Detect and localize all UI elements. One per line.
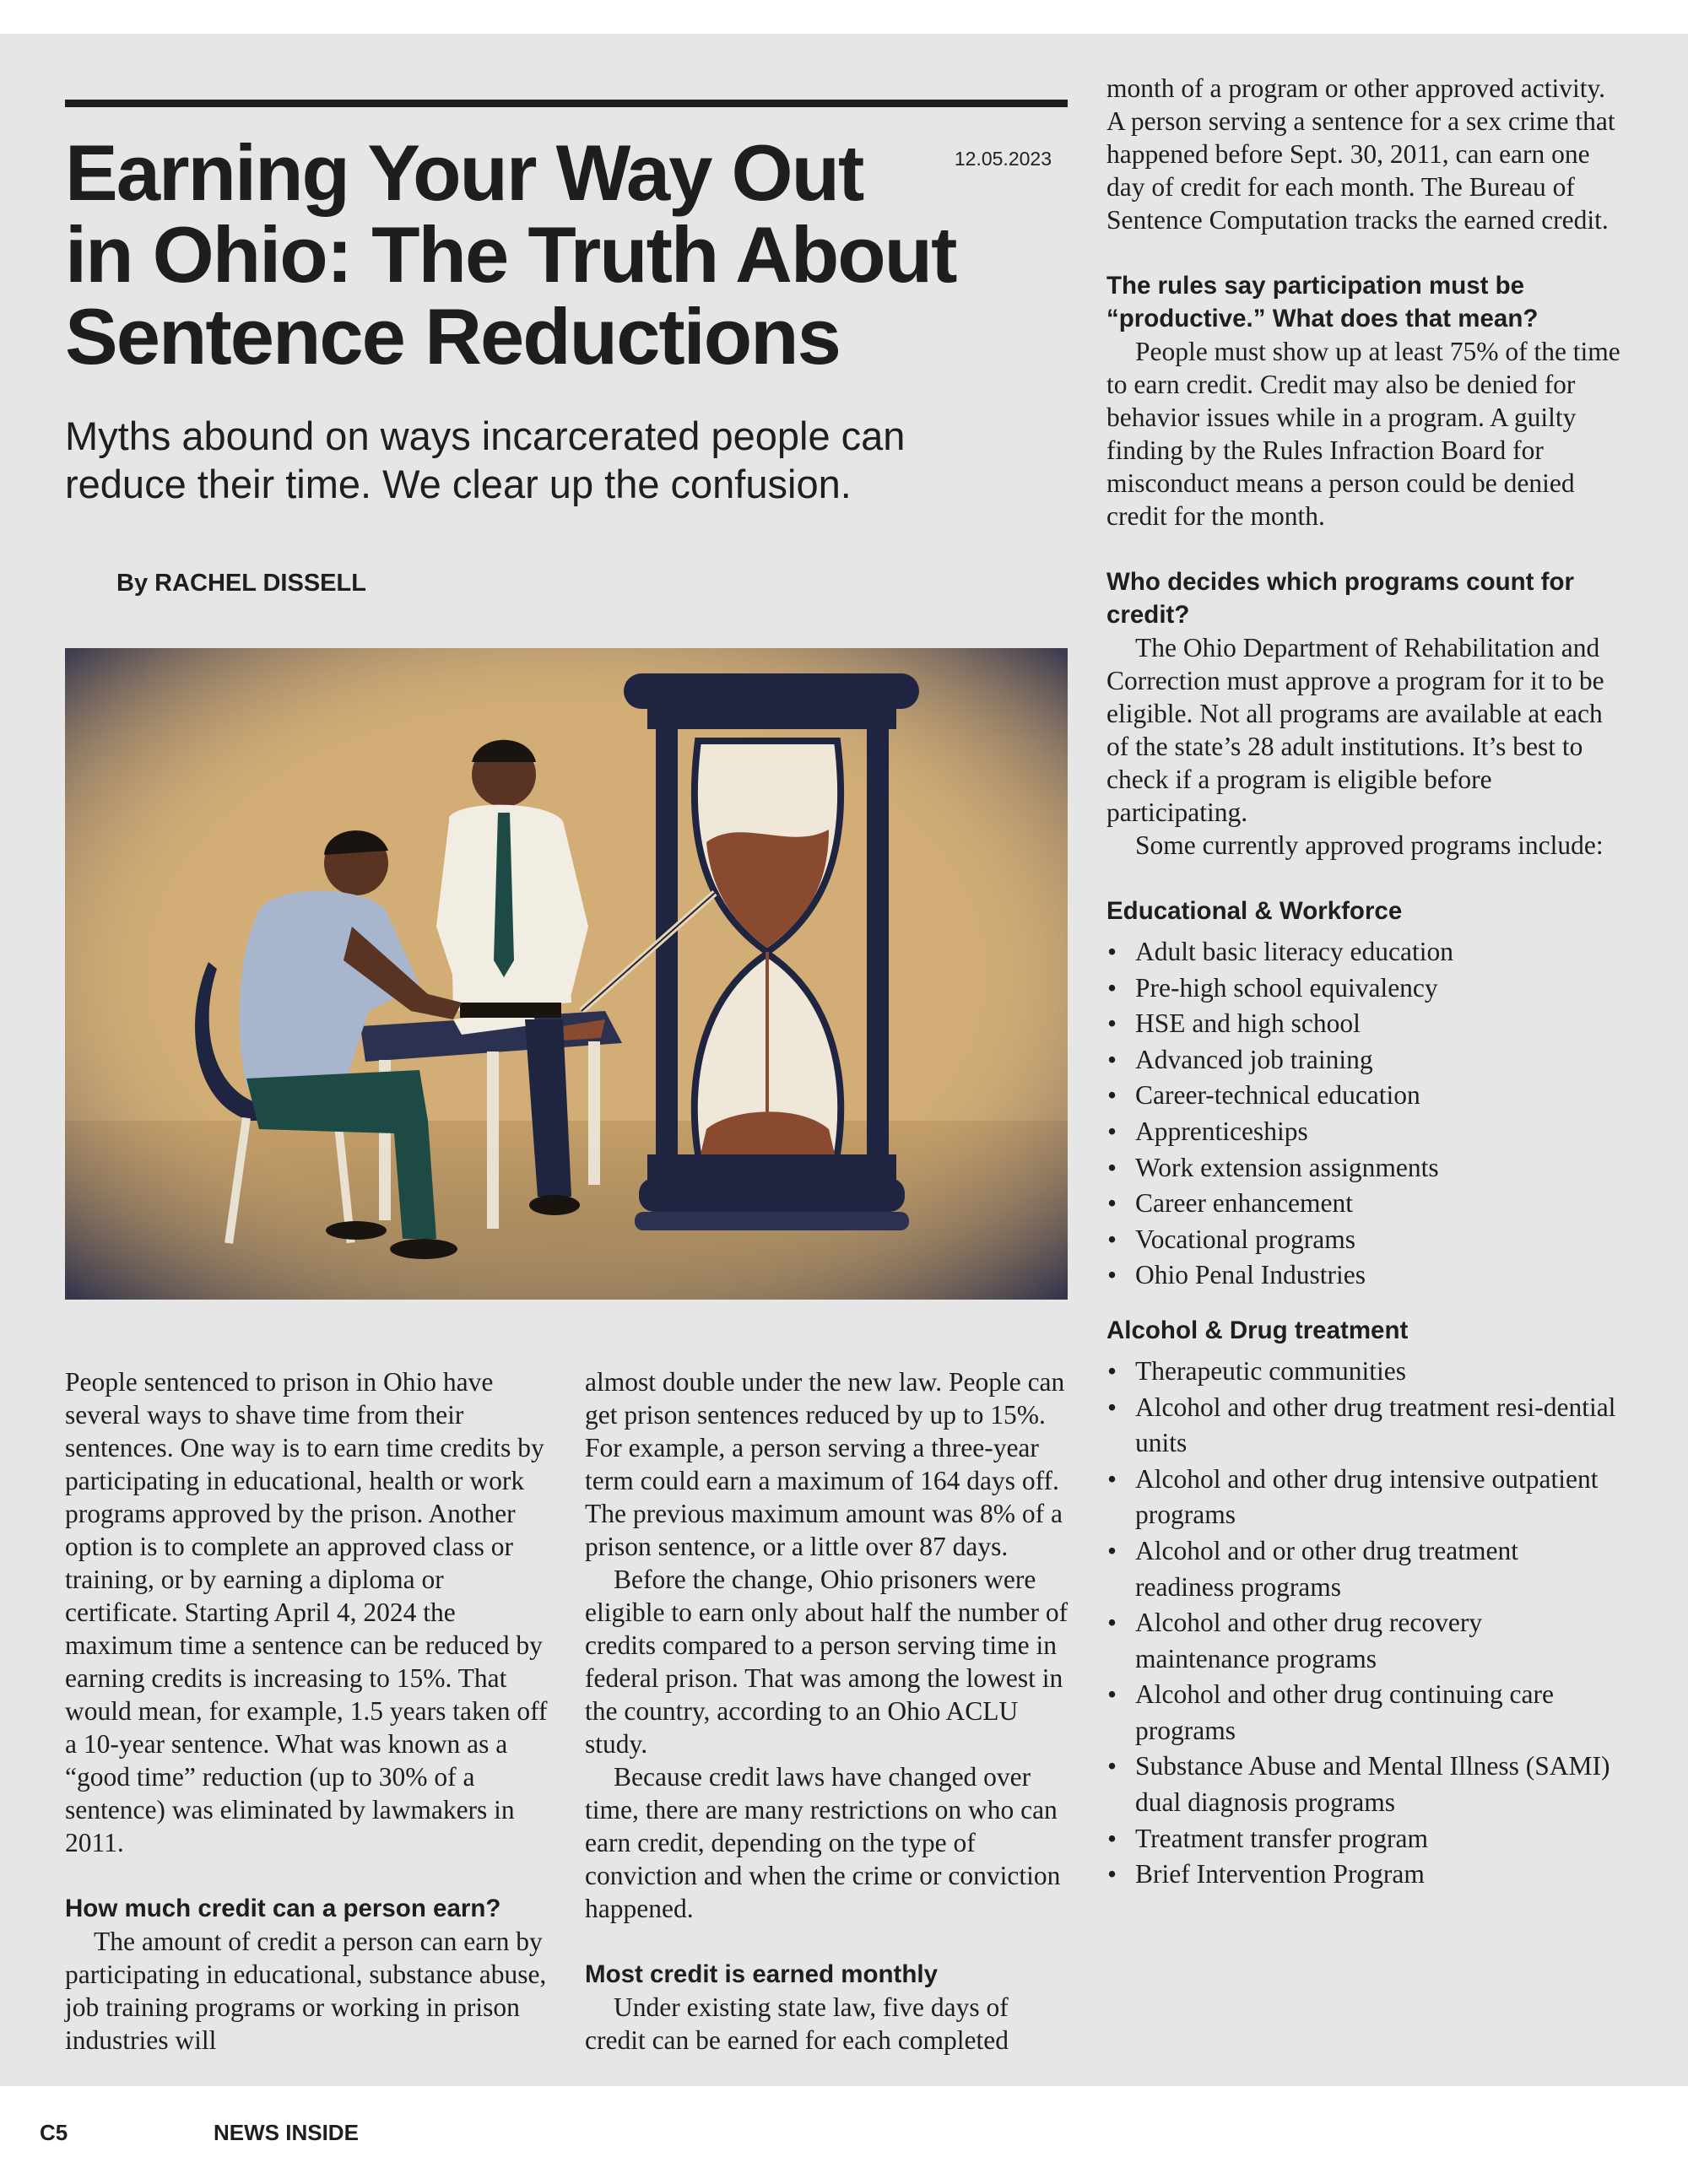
list-item: • Advanced job training [1106,1042,1621,1078]
body-paragraph: Because credit laws have changed over time, there are many restrictions on who can earn credit, depending on the type of conviction and when the crime or conviction happened. [585,1762,1061,1923]
hourglass [624,673,919,1230]
list-item: • Alcohol and or other drug treatment readiness programs [1106,1533,1621,1605]
list-item: • Brief Intervention Program [1106,1857,1621,1893]
list-item: • Work extension assignments [1106,1150,1621,1187]
body-paragraph: The Ohio Department of Rehabilitation and Correction must approve a program for it to be eligible. Not all programs are available at each of the state’s 28 adult institutions. It’s best to check if a program is eligible before participating. [1106,633,1604,827]
list-item: • Treatment transfer program [1106,1821,1621,1857]
article-subtitle: Myths abound on ways incarcerated people can reduce their time. We clear up the confusion. [65,414,906,506]
title-line: Sentence Reductions [65,292,840,381]
list-item: • Alcohol and other drug treatment resi-dential units [1106,1390,1621,1462]
header-rule [65,100,1068,107]
list-item: • Vocational programs [1106,1222,1621,1258]
list-item: • HSE and high school [1106,1006,1621,1042]
list-item: • Pre-high school equivalency [1106,970,1621,1007]
list-item: • Apprenticeships [1106,1114,1621,1150]
byline: By RACHEL DISSELL [116,570,366,597]
list-item: • Ohio Penal Industries [1106,1257,1621,1294]
magazine-page [0,34,1688,2086]
section-heading: The rules say participation must be “productive.” What does that mean? [1106,272,1539,332]
list-item: • Substance Abuse and Mental Illness (SAMI) dual diagnosis programs [1106,1749,1621,1820]
list-item: • Alcohol and other drug intensive outpatient programs [1106,1462,1621,1533]
article-date: 12.05.2023 [954,148,1052,170]
publication-name: NEWS INSIDE [214,2120,359,2145]
list-item: • Adult basic literacy education [1106,934,1621,970]
section-heading: Most credit is earned monthly [585,1960,938,1988]
section-heading: Who decides which programs count for credit? [1106,568,1574,629]
column-2 [585,1365,1074,2057]
article-title [65,128,993,381]
list-heading-educational: Educational & Workforce [1106,897,1403,925]
body-paragraph: The amount of credit a person can earn by participating in educational, substance abuse, job training programs or working in prison industries will [65,1927,547,2055]
title-line: Earning Your Way Out [65,128,863,217]
list-item: • Alcohol and other drug continuing care programs [1106,1677,1621,1749]
title-line: in Ohio: The Truth About [65,210,956,299]
alcohol-drug-programs-list [1106,1354,1621,1893]
list-heading-alcohol-drug: Alcohol & Drug treatment [1106,1316,1409,1344]
column-3 [1106,72,1621,1893]
body-paragraph: almost double under the new law. People can get prison sentences reduced by up to 15%. For example, a person serving a three-year term could earn a maximum of 164 days off. The previous maximum amount was 8% of a prison sentence, or a little over 87 days. [585,1367,1065,1561]
body-paragraph: People must show up at least 75% of the time to earn credit. Credit may also be denied for behavior issues while in a program. A guilty finding by the Rules Infraction Board for misconduct means a person could be denied credit for the month. [1106,337,1620,531]
page-number: C5 [40,2120,68,2145]
educational-programs-list [1106,934,1621,1294]
page-footer [0,2086,1688,2184]
illustration-art [65,648,1068,1300]
list-item: • Career enhancement [1106,1186,1621,1222]
column-1 [65,1365,555,2057]
body-paragraph: Before the change, Ohio prisoners were eligible to earn only about half the number of credits compared to a person serving time in federal prison. That was among the lowest in the country, according to an Ohio ACLU study. [585,1565,1069,1759]
body-paragraph: People sentenced to prison in Ohio have several ways to shave time from their sentences. One way is to earn time credits by participating in educational, health or work programs approved by the prison. Another option is to complete an approved class or training, or by earning a diploma or certificate. Starting April 4, 2024 the maximum time a sentence can be reduced by earning credits is increasing to 15%. That would mean, for example, 1.5 years taken off a 10-year sentence. What was known as a “good time” reduction (up to 30% of a sentence) was eliminated by lawmakers in 2011. [65,1367,548,1857]
list-item: • Career-technical education [1106,1078,1621,1114]
body-paragraph: Under existing state law, five days of credit can be earned for each completed [585,1992,1009,2055]
body-paragraph: Some currently approved programs include: [1135,830,1604,860]
body-paragraph: month of a program or other approved activity. A person serving a sentence for a sex crime that happened before Sept. 30, 2011, can earn one day of credit for each month. The Bureau of Sentence Computation tracks the earned credit. [1106,73,1615,235]
hourglass-illustration [65,648,1068,1300]
list-item: • Therapeutic communities [1106,1354,1621,1390]
section-heading: How much credit can a person earn? [65,1895,501,1922]
list-item: • Alcohol and other drug recovery maintenance programs [1106,1605,1621,1677]
